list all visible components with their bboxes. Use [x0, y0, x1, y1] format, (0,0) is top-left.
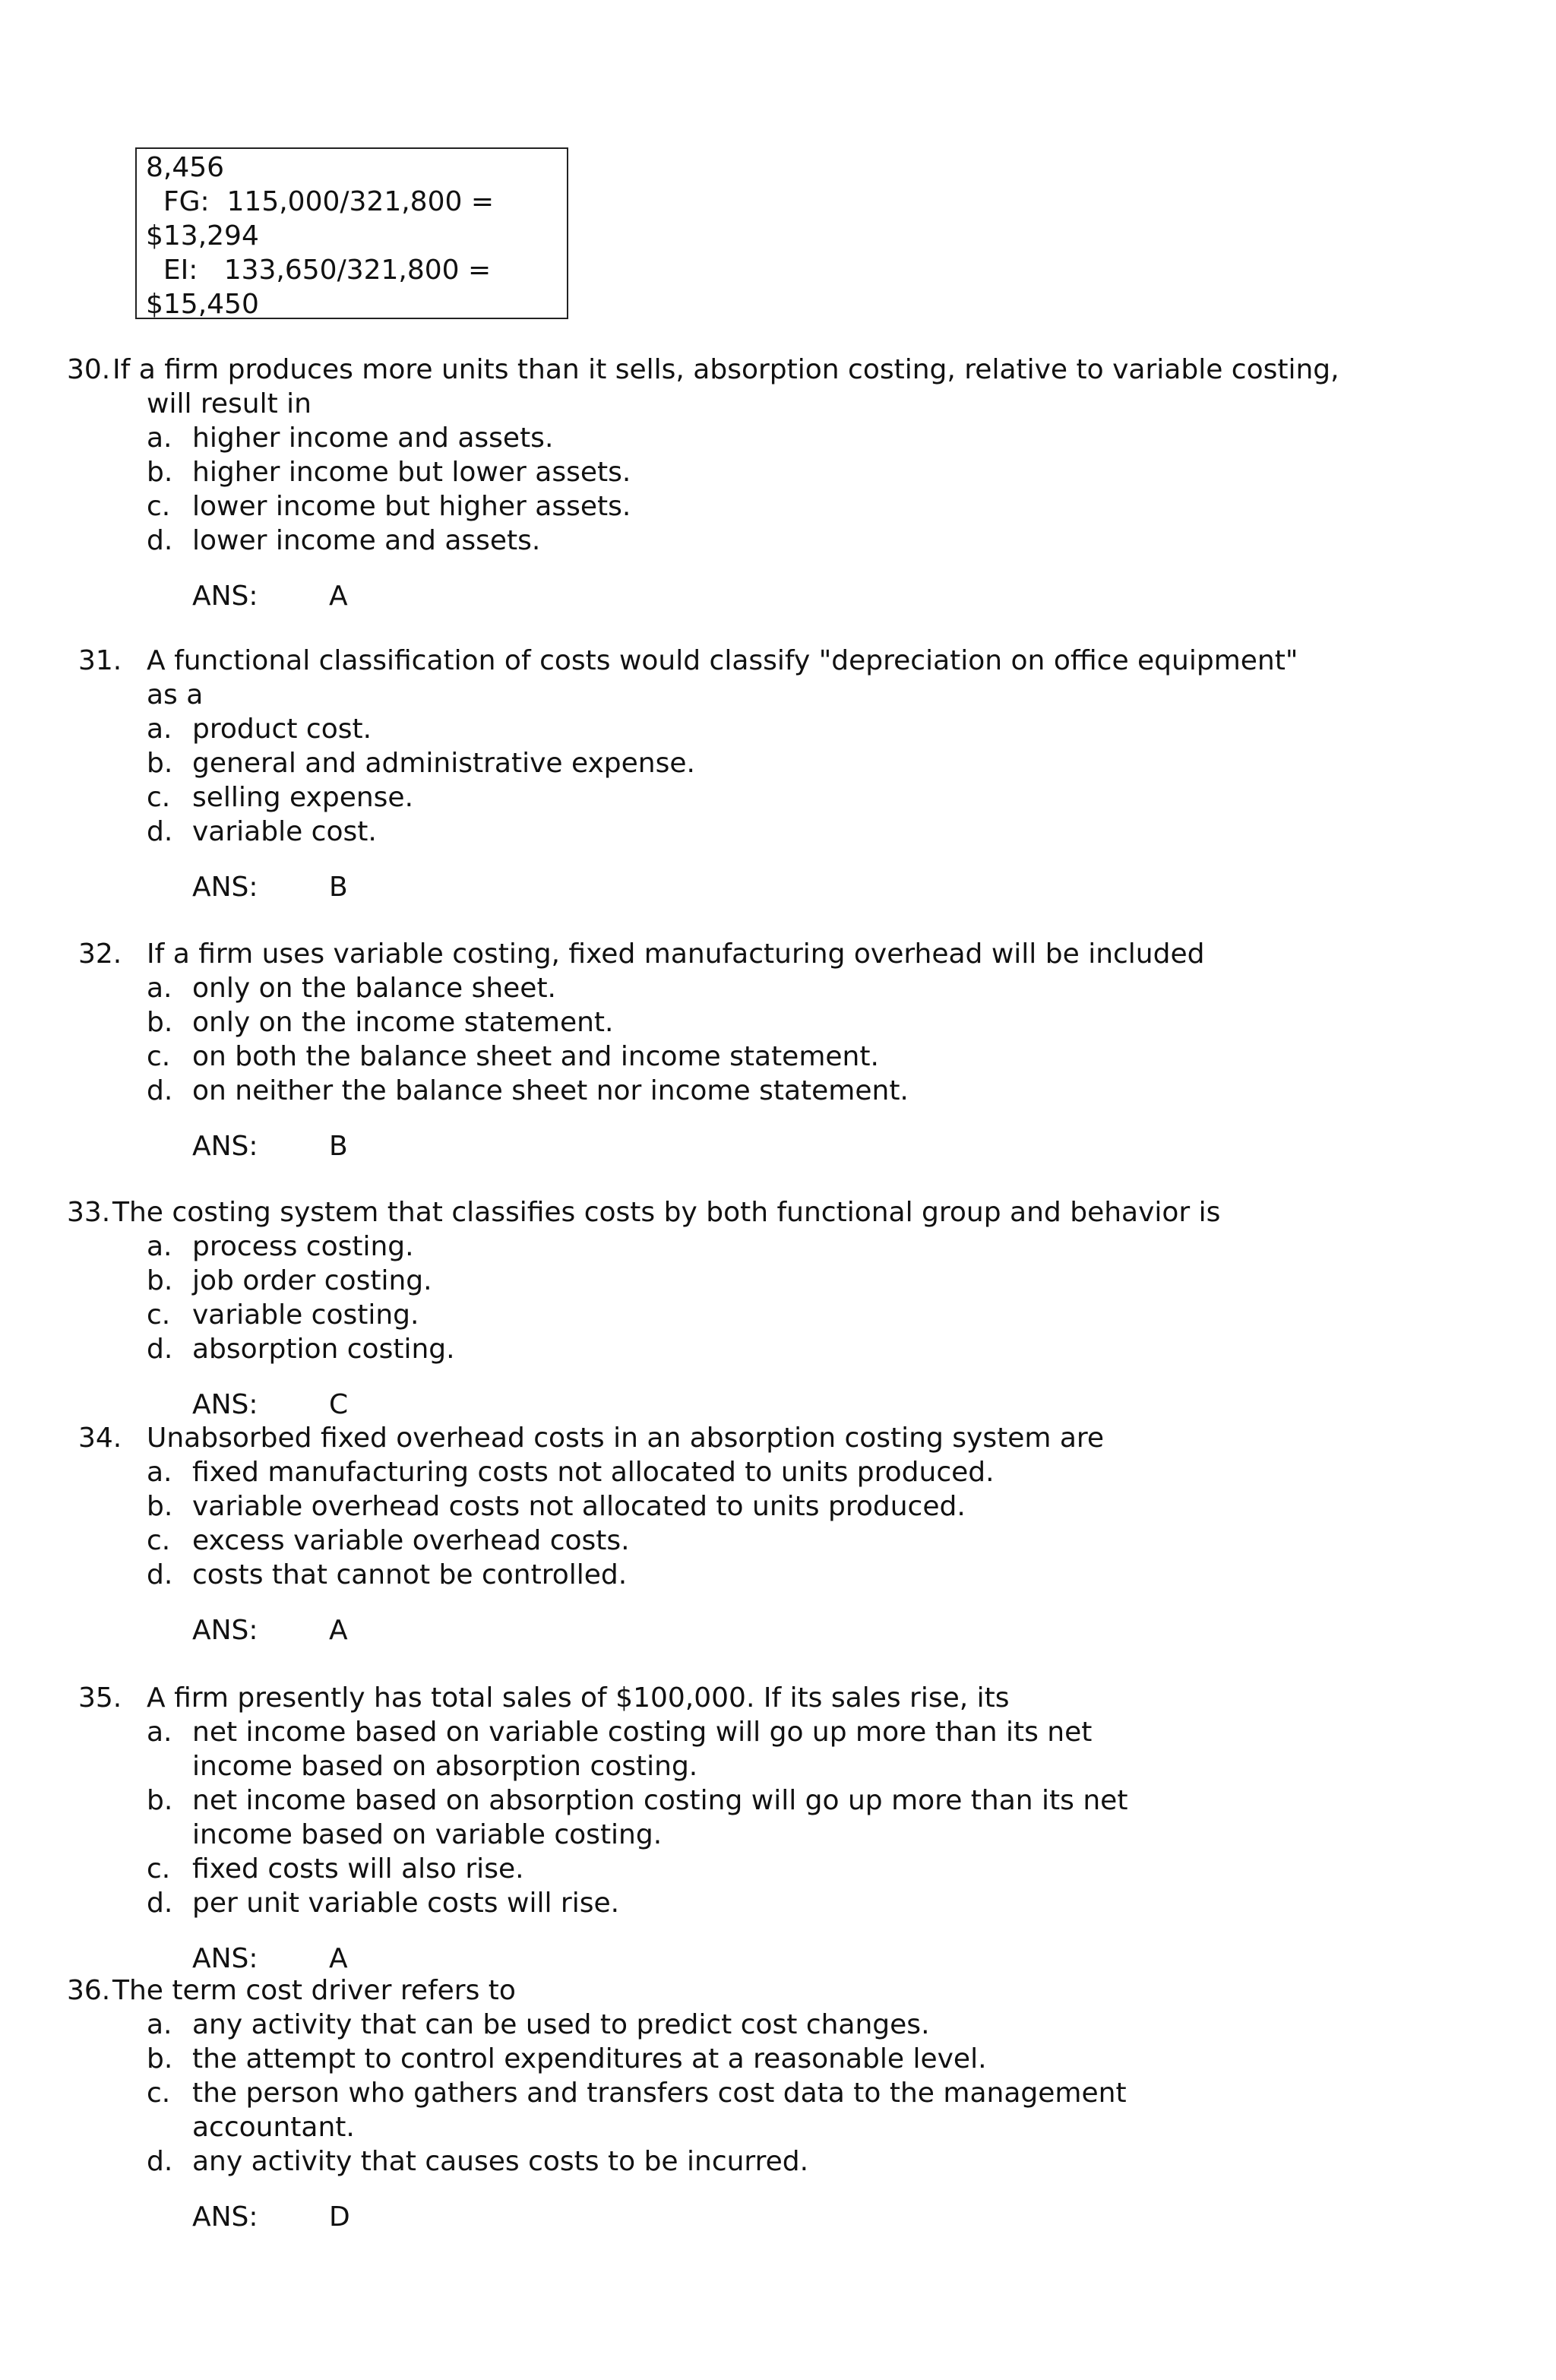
option-letter: d.: [147, 2146, 173, 2177]
answer-option: [0, 1783, 1556, 1818]
question-number: 32.: [78, 938, 122, 970]
option-letter: b.: [147, 748, 173, 779]
option-text: product cost.: [192, 714, 372, 745]
option-text: absorption costing.: [192, 1334, 455, 1365]
question-text: will result in: [147, 388, 312, 419]
answer-line: [0, 1388, 1556, 1422]
answer-label: ANS:: [192, 2201, 258, 2233]
option-letter: a.: [147, 973, 172, 1004]
answer-label: ANS:: [192, 1131, 258, 1162]
question-30: [0, 353, 1556, 613]
option-text: on neither the balance sheet nor income statement.: [192, 1075, 909, 1106]
question-stem-line: [0, 1195, 1556, 1230]
option-letter: b.: [147, 1265, 173, 1296]
option-text: selling expense.: [192, 782, 414, 813]
option-letter: d.: [147, 1888, 173, 1919]
question-number: 30.: [67, 354, 111, 385]
question-text: Unabsorbed fixed overhead costs in an absorption costing system are: [147, 1423, 1105, 1454]
question-text: If a firm uses variable costing, fixed manufacturing overhead will be included: [147, 938, 1205, 970]
option-letter: a.: [147, 714, 172, 745]
question-text: A functional classification of costs would classify "depreciation on office equipment": [147, 645, 1298, 676]
option-letter: b.: [147, 1785, 173, 1816]
option-text: variable cost.: [192, 816, 377, 847]
option-letter: b.: [147, 2043, 173, 2075]
option-letter: a.: [147, 423, 172, 454]
calc-line: EI: 133,650/321,800 =: [146, 255, 492, 286]
answer-line: [0, 1129, 1556, 1163]
option-letter: d.: [147, 1559, 173, 1590]
option-text: the attempt to control expenditures at a reasonable level.: [192, 2043, 987, 2075]
question-stem-line: [0, 387, 1556, 421]
answer-option: [0, 1040, 1556, 1074]
answer-option: [0, 524, 1556, 558]
answer-option: [0, 2144, 1556, 2179]
option-text: only on the income statement.: [192, 1007, 614, 1038]
answer-line: [0, 870, 1556, 904]
option-letter: a.: [147, 1717, 172, 1748]
answer-option: [0, 971, 1556, 1005]
option-text: any activity that causes costs to be incurred.: [192, 2146, 809, 2177]
answer-value: D: [329, 2201, 350, 2233]
calc-line: $15,450: [146, 289, 259, 320]
question-stem-line: [0, 1973, 1556, 2008]
calc-line: $13,294: [146, 220, 259, 252]
option-text: the person who gathers and transfers cost data to the management: [192, 2078, 1127, 2109]
option-text: fixed costs will also rise.: [192, 1853, 524, 1885]
option-letter: b.: [147, 457, 173, 488]
answer-option: [0, 1558, 1556, 1592]
question-stem-line: [0, 1421, 1556, 1455]
option-text: higher income and assets.: [192, 423, 554, 454]
answer-line: [0, 579, 1556, 613]
option-text: variable overhead costs not allocated to units produced.: [192, 1491, 966, 1522]
option-letter: d.: [147, 1334, 173, 1365]
answer-line: [0, 1613, 1556, 1647]
answer-option: [0, 1818, 1556, 1852]
answer-value: C: [329, 1389, 349, 1420]
option-letter: a.: [147, 1457, 172, 1488]
option-letter: c.: [147, 491, 171, 522]
answer-option: [0, 2042, 1556, 2076]
option-text: net income based on variable costing will go up more than its net: [192, 1717, 1093, 1748]
question-number: 35.: [78, 1682, 122, 1714]
option-text: only on the balance sheet.: [192, 973, 557, 1004]
option-text: lower income and assets.: [192, 525, 541, 556]
option-text: process costing.: [192, 1231, 414, 1262]
question-text: as a: [147, 679, 204, 711]
answer-label: ANS:: [192, 581, 258, 612]
answer-option: [0, 1298, 1556, 1332]
question-number: 36.: [67, 1975, 111, 2006]
option-letter: b.: [147, 1491, 173, 1522]
option-text: general and administrative expense.: [192, 748, 695, 779]
answer-option: [0, 489, 1556, 524]
question-number: 31.: [78, 645, 122, 676]
answer-option: [0, 712, 1556, 746]
option-letter: d.: [147, 1075, 173, 1106]
question-31: [0, 644, 1556, 904]
answer-option: [0, 1005, 1556, 1040]
answer-value: B: [329, 1131, 348, 1162]
question-stem-line: [0, 353, 1556, 387]
answer-line: [0, 2200, 1556, 2234]
answer-option: [0, 1489, 1556, 1524]
question-33: [0, 1195, 1556, 1422]
answer-option: [0, 780, 1556, 815]
answer-value: B: [329, 872, 348, 903]
question-stem-line: [0, 1681, 1556, 1715]
option-text: income based on variable costing.: [192, 1819, 663, 1850]
option-letter: c.: [147, 1525, 171, 1556]
question-34: [0, 1421, 1556, 1647]
answer-label: ANS:: [192, 1389, 258, 1420]
option-text: fixed manufacturing costs not allocated to units produced.: [192, 1457, 995, 1488]
calculation-box: [135, 147, 568, 319]
answer-label: ANS:: [192, 1943, 258, 1974]
answer-option: [0, 1332, 1556, 1366]
option-text: variable costing.: [192, 1299, 419, 1331]
option-letter: c.: [147, 1299, 171, 1331]
option-letter: c.: [147, 782, 171, 813]
question-number: 34.: [78, 1423, 122, 1454]
answer-option: [0, 1230, 1556, 1264]
answer-option: [0, 1524, 1556, 1558]
answer-option: [0, 1074, 1556, 1108]
question-stem-line: [0, 937, 1556, 971]
option-text: accountant.: [192, 2112, 355, 2143]
calc-line: FG: 115,000/321,800 =: [146, 186, 494, 217]
option-text: income based on absorption costing.: [192, 1751, 698, 1782]
question-35: [0, 1681, 1556, 1976]
answer-label: ANS:: [192, 1615, 258, 1646]
option-text: on both the balance sheet and income statement.: [192, 1041, 879, 1072]
option-text: net income based on absorption costing will go up more than its net: [192, 1785, 1128, 1816]
answer-option: [0, 2076, 1556, 2110]
answer-option: [0, 421, 1556, 455]
option-letter: b.: [147, 1007, 173, 1038]
answer-option: [0, 1886, 1556, 1920]
answer-line: [0, 1942, 1556, 1976]
option-text: per unit variable costs will rise.: [192, 1888, 620, 1919]
question-stem-line: [0, 678, 1556, 712]
answer-value: A: [329, 1943, 348, 1974]
calc-line: 8,456: [146, 152, 225, 183]
answer-option: [0, 1455, 1556, 1489]
answer-option: [0, 455, 1556, 489]
question-32: [0, 937, 1556, 1163]
option-letter: c.: [147, 1853, 171, 1885]
question-number: 33.: [67, 1197, 111, 1228]
option-text: higher income but lower assets.: [192, 457, 631, 488]
question-text: If a firm produces more units than it sells, absorption costing, relative to variable costing,: [112, 354, 1339, 385]
answer-value: A: [329, 1615, 348, 1646]
option-letter: d.: [147, 816, 173, 847]
answer-label: ANS:: [192, 872, 258, 903]
option-text: any activity that can be used to predict cost changes.: [192, 2009, 930, 2040]
option-letter: a.: [147, 1231, 172, 1262]
option-text: costs that cannot be controlled.: [192, 1559, 628, 1590]
answer-option: [0, 1749, 1556, 1783]
answer-option: [0, 746, 1556, 780]
question-stem-line: [0, 644, 1556, 678]
option-text: lower income but higher assets.: [192, 491, 631, 522]
question-text: A firm presently has total sales of $100,000. If its sales rise, its: [147, 1682, 1010, 1714]
answer-option: [0, 1715, 1556, 1749]
answer-option: [0, 1852, 1556, 1886]
answer-option: [0, 1264, 1556, 1298]
option-text: excess variable overhead costs.: [192, 1525, 630, 1556]
question-36: [0, 1973, 1556, 2234]
option-letter: a.: [147, 2009, 172, 2040]
answer-option: [0, 815, 1556, 849]
answer-value: A: [329, 581, 348, 612]
question-text: The costing system that classifies costs by both functional group and behavior is: [112, 1197, 1221, 1228]
answer-option: [0, 2008, 1556, 2042]
option-letter: c.: [147, 1041, 171, 1072]
option-letter: d.: [147, 525, 173, 556]
option-letter: c.: [147, 2078, 171, 2109]
answer-option: [0, 2110, 1556, 2144]
option-text: job order costing.: [192, 1265, 432, 1296]
question-text: The term cost driver refers to: [112, 1975, 516, 2006]
